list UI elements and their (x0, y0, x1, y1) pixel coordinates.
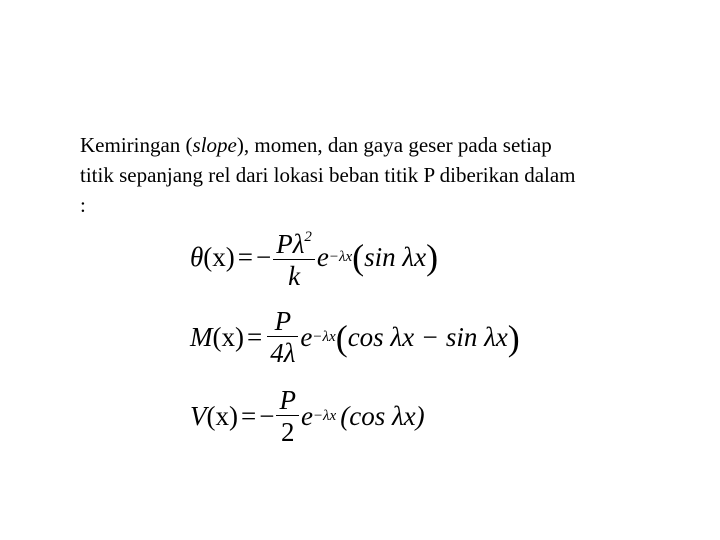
shear-symbol: V (190, 401, 207, 431)
shear-equals: = (240, 401, 257, 431)
moment-numerator: P (274, 306, 292, 336)
moment-exp-power: −λx (312, 329, 336, 345)
moment-close-paren: ) (507, 317, 520, 358)
paragraph-line-3: : (80, 193, 86, 217)
moment-fraction (267, 306, 298, 369)
shear-numerator: P (279, 385, 296, 415)
moment-trig: cos λx − sin λx (347, 322, 508, 352)
moment-arg: (x) (212, 322, 244, 352)
shear-exp-power: −λx (312, 408, 337, 424)
shear-sign: − (259, 401, 275, 431)
theta-denominator: k (273, 259, 315, 292)
moment-symbol: M (190, 322, 213, 352)
slope-italic: slope (192, 133, 237, 157)
shear-equation (190, 385, 425, 448)
theta-num-text: Pλ (276, 229, 305, 259)
theta-sign: − (255, 241, 272, 272)
theta-trig: sin λx (364, 241, 427, 272)
shear-arg: (x) (206, 401, 238, 431)
theta-symbol: θ (190, 241, 204, 272)
line1-text-b: ), momen, dan gaya geser pada setiap (236, 133, 552, 157)
theta-numerator (273, 222, 315, 259)
theta-close-paren: ) (426, 237, 439, 277)
moment-equals: = (246, 322, 263, 352)
moment-denominator: 4λ (267, 336, 298, 369)
shear-exp-base: e (300, 401, 313, 431)
moment-exp-base: e (300, 322, 313, 352)
slope-equation (190, 222, 438, 292)
line1-text-a: Kemiringan ( (80, 133, 193, 157)
moment-equation (190, 306, 520, 369)
paragraph-line-1 (80, 130, 680, 160)
theta-arg: (x) (203, 241, 235, 272)
theta-equals: = (237, 241, 253, 272)
moment-open-paren: ( (335, 317, 348, 358)
theta-exp-base: e (316, 241, 329, 272)
theta-fraction (273, 222, 315, 292)
shear-fraction (276, 385, 299, 448)
shear-denominator: 2 (276, 415, 299, 448)
theta-num-exponent: 2 (304, 229, 312, 245)
theta-exp-power: −λx (328, 248, 353, 265)
paragraph-line-2: titik sepanjang rel dari lokasi beban titik P diberikan dalam (80, 163, 576, 187)
shear-trig: (cos λx) (340, 401, 425, 431)
theta-open-paren: ( (352, 237, 365, 277)
description-paragraph (80, 130, 680, 220)
